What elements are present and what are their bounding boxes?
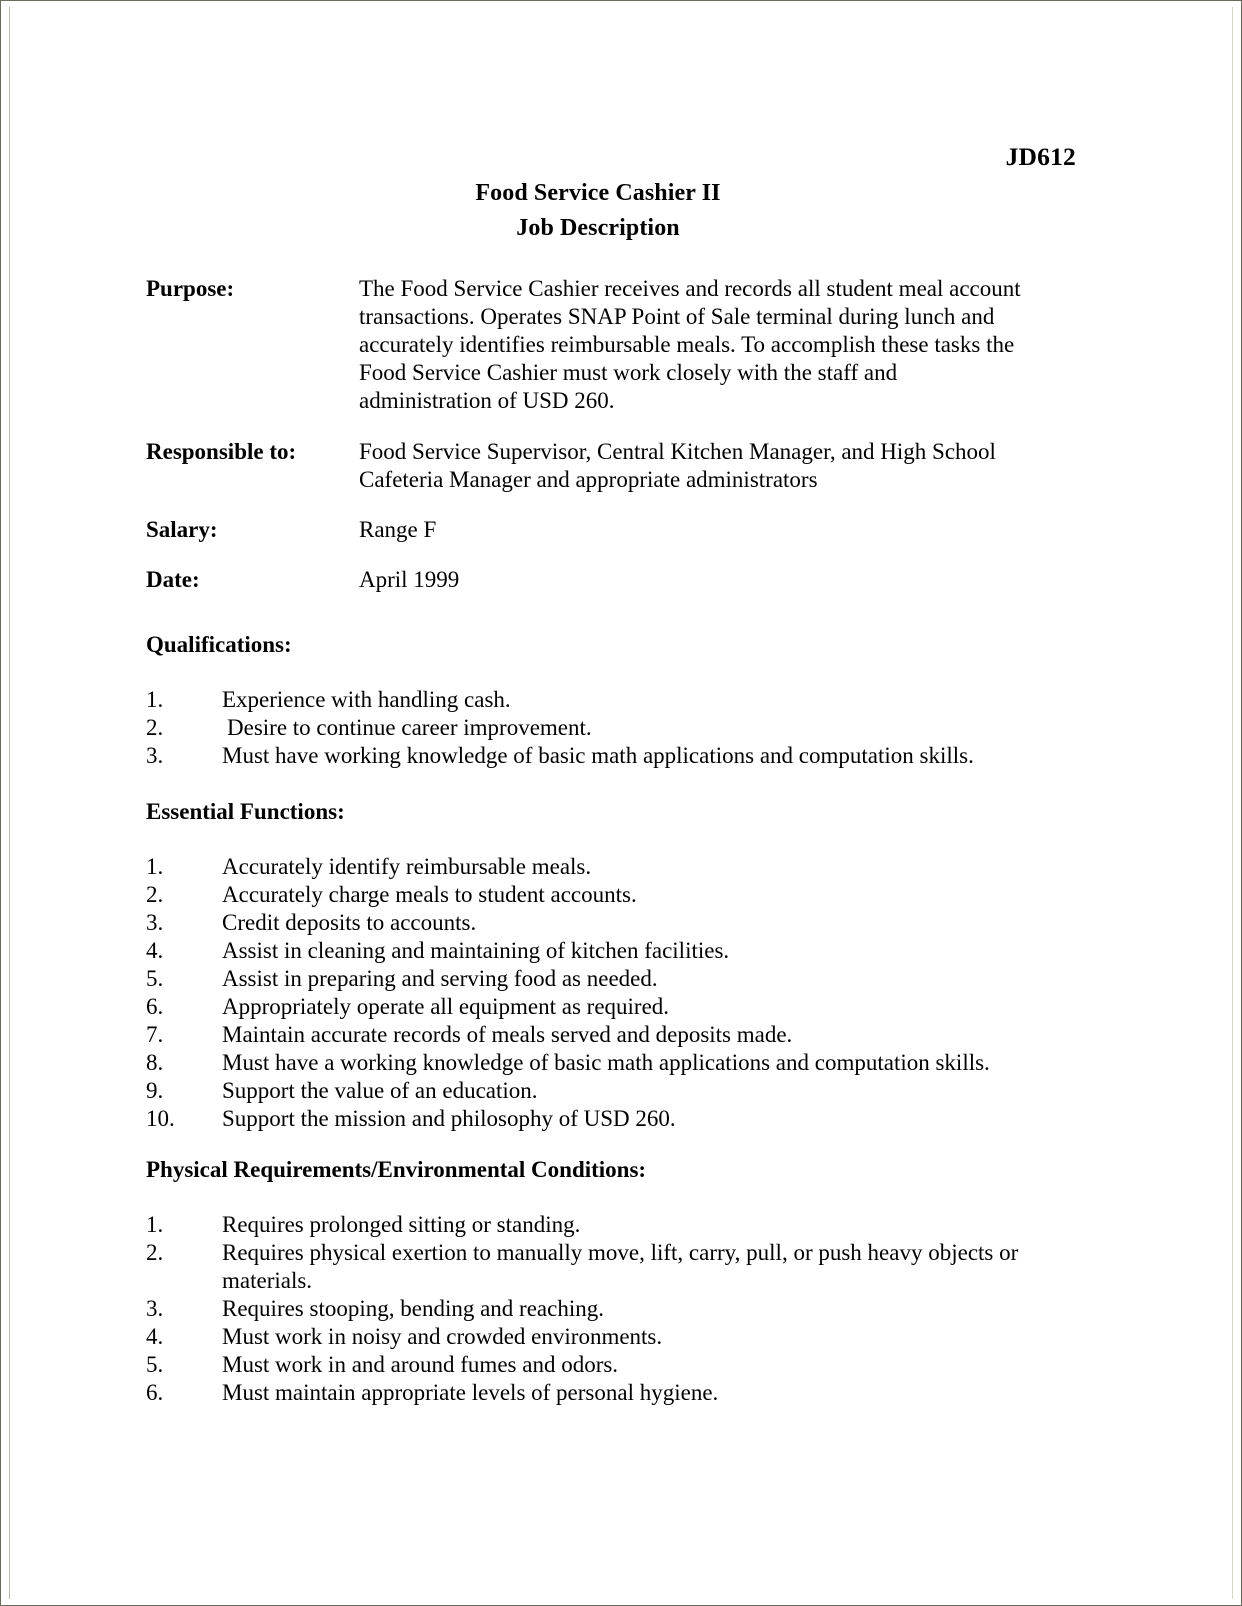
list-item — [146, 1021, 1106, 1049]
list-item-text: Experience with handling cash. — [222, 687, 511, 712]
field-value-line: The Food Service Cashier receives and records all student meal account — [359, 276, 1021, 301]
list-item-text: Must maintain appropriate levels of personal hygiene. — [222, 1379, 719, 1405]
field-value — [359, 275, 1086, 415]
list-item-text: Must work in noisy and crowded environments. — [222, 1323, 663, 1349]
field-value — [359, 566, 1086, 594]
list-item-text: Must work in and around fumes and odors. — [222, 1351, 619, 1377]
list-item — [146, 1105, 1106, 1133]
list-item-text: Maintain accurate records of meals served and deposits made. — [222, 1022, 793, 1047]
list-item-number: 3. — [146, 743, 164, 768]
list-item-number: 2. — [146, 715, 164, 740]
field-value — [359, 438, 1086, 494]
section-essential-functions — [146, 798, 1106, 1133]
field-value-line: Cafeteria Manager and appropriate administrators — [359, 467, 818, 492]
list-item — [146, 993, 1106, 1021]
title-line-2: Job Description — [516, 215, 680, 241]
section-physical-requirements — [146, 1156, 1106, 1407]
list-item — [146, 1077, 1106, 1105]
list-item — [146, 1211, 1106, 1239]
list-item-number: 1. — [146, 687, 164, 712]
list-item-number: 3. — [146, 1295, 164, 1321]
numbered-list — [146, 1211, 1106, 1406]
list-item-text: Must have a working knowledge of basic math applications and computation skills. — [222, 1050, 990, 1075]
list-item — [146, 1379, 1106, 1407]
list-item-text: Requires physical exertion to manually move, lift, carry, pull, or push heavy objects or materials. — [222, 1240, 1019, 1293]
field-value-line: administration of USD 260. — [359, 388, 615, 413]
list-item-text: Accurately charge meals to student accounts. — [222, 882, 637, 907]
list-item — [146, 1239, 1106, 1294]
list-item-number: 2. — [146, 882, 164, 907]
list-item-number: 5. — [146, 966, 164, 991]
list-item-number: 1. — [146, 1212, 164, 1237]
list-item — [146, 881, 1106, 909]
list-item-text: Requires stooping, bending and reaching. — [222, 1295, 604, 1321]
list-item-number: 9. — [146, 1078, 164, 1103]
list-item — [146, 1295, 1106, 1323]
list-item — [146, 1351, 1106, 1379]
list-item-text: Support the value of an education. — [222, 1078, 538, 1103]
field-value-line: Food Service Cashier must work closely with the staff and — [359, 360, 898, 385]
field-value-line: Range F — [359, 517, 437, 542]
list-item-text: Accurately identify reimbursable meals. — [222, 854, 592, 879]
list-item-text: Appropriately operate all equipment as required. — [222, 994, 670, 1019]
section-heading: Qualifications: — [146, 632, 292, 657]
list-item-number: 2. — [146, 1240, 164, 1265]
numbered-list — [146, 853, 1106, 1133]
list-item — [146, 937, 1106, 965]
field-value — [359, 516, 1086, 544]
list-item-number: 4. — [146, 938, 164, 963]
field-row — [146, 275, 1086, 415]
list-item — [146, 1049, 1106, 1077]
list-item-number: 10. — [146, 1106, 175, 1131]
list-item — [146, 742, 1106, 770]
list-item-number: 7. — [146, 1022, 164, 1047]
list-item-number: 1. — [146, 854, 164, 879]
document-code: JD612 — [1005, 142, 1076, 171]
field-list — [146, 275, 1086, 616]
field-label: Salary: — [146, 517, 218, 542]
list-item — [146, 714, 1106, 742]
list-item-text: Must have working knowledge of basic math applications and computation skills. — [222, 743, 974, 768]
list-item — [146, 965, 1106, 993]
field-label: Date: — [146, 567, 200, 592]
list-item-number: 4. — [146, 1323, 164, 1349]
field-value-line: transactions. Operates SNAP Point of Sale terminal during lunch and — [359, 304, 995, 329]
field-row — [146, 566, 1086, 594]
list-item-text: Requires prolonged sitting or standing. — [222, 1212, 581, 1237]
list-item-number: 3. — [146, 910, 164, 935]
list-item-text: Credit deposits to accounts. — [222, 910, 477, 935]
field-label: Responsible to: — [146, 439, 297, 464]
list-item — [146, 909, 1106, 937]
list-item — [146, 686, 1106, 714]
field-row — [146, 438, 1086, 494]
list-item-number: 6. — [146, 1379, 164, 1405]
field-value-line: Food Service Supervisor, Central Kitchen Manager, and High School — [359, 439, 996, 464]
list-item-text: Assist in cleaning and maintaining of kitchen facilities. — [222, 938, 730, 963]
list-item-text: Assist in preparing and serving food as needed. — [222, 966, 658, 991]
section-heading: Physical Requirements/Environmental Conditions: — [146, 1157, 647, 1182]
section-heading: Essential Functions: — [146, 799, 345, 824]
field-value-line: April 1999 — [359, 567, 460, 592]
list-item-text: Desire to continue career improvement. — [227, 715, 592, 740]
field-label: Purpose: — [146, 276, 235, 301]
document-title — [138, 176, 1058, 246]
list-item-number: 5. — [146, 1351, 164, 1377]
field-value-line: accurately identifies reimbursable meals. To accomplish these tasks the — [359, 332, 1015, 357]
title-line-1: Food Service Cashier II — [475, 180, 721, 206]
list-item-number: 6. — [146, 994, 164, 1019]
numbered-list — [146, 686, 1106, 770]
list-item — [146, 853, 1106, 881]
list-item-text: Support the mission and philosophy of USD 260. — [222, 1106, 676, 1131]
list-item — [146, 1323, 1106, 1351]
list-item-number: 8. — [146, 1050, 164, 1075]
field-row — [146, 516, 1086, 544]
section-qualifications — [146, 631, 1106, 770]
